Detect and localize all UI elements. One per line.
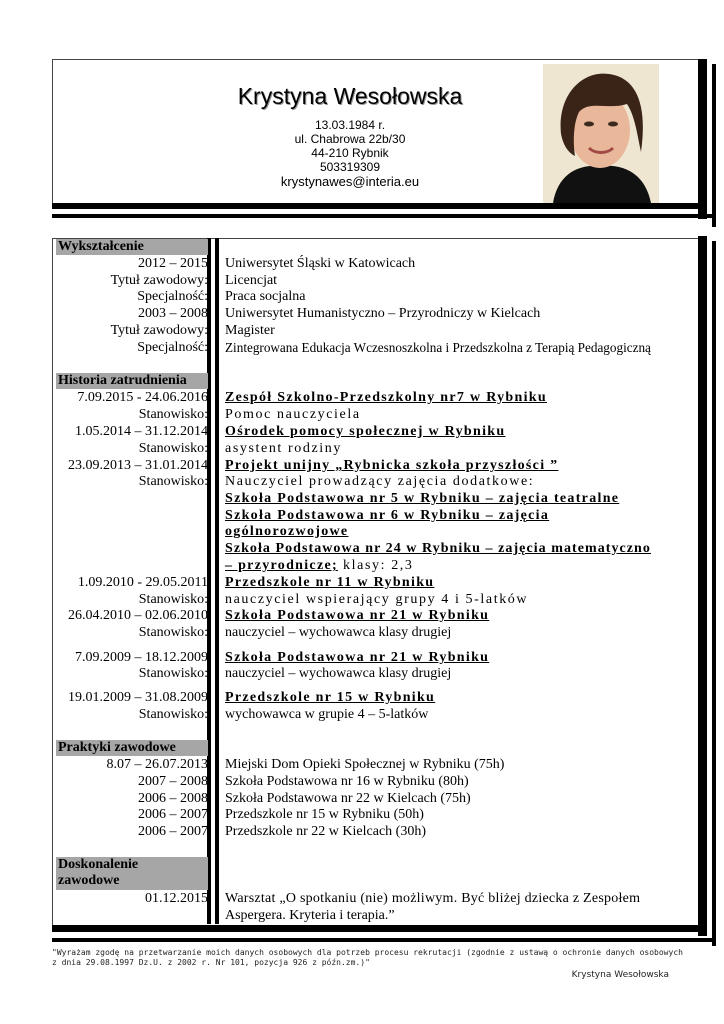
row-value: ogólnorozwojowe bbox=[225, 524, 349, 539]
row-value: Przedszkole nr 22 w Kielcach (30h) bbox=[225, 824, 426, 839]
row-label: 23.09.2013 – 31.01.2014 bbox=[68, 458, 208, 473]
row-label: Tytuł zawodowy: bbox=[110, 323, 208, 338]
training-row-continued bbox=[56, 907, 696, 924]
employment-row bbox=[56, 523, 696, 540]
row-label: 2012 – 2015 bbox=[138, 256, 208, 271]
row-label: 2007 – 2008 bbox=[138, 774, 208, 789]
row-label: Stanowisko: bbox=[138, 592, 208, 607]
row-value-emphasis: – przyrodnicze; bbox=[225, 558, 338, 573]
row-value: Szkoła Podstawowa nr 5 w Rybniku – zajęcia teatralne bbox=[225, 491, 620, 506]
section-internships-title: Praktyki zawodowe bbox=[56, 740, 208, 756]
row-value: nauczyciel – wychowawca klasy drugiej bbox=[225, 625, 452, 640]
header-shadow-bottom-outer bbox=[52, 214, 716, 218]
row-value-suffix: klasy: 2,3 bbox=[337, 558, 414, 573]
row-value: Szkoła Podstawowa nr 21 w Rybniku bbox=[225, 650, 490, 665]
header-shadow-right bbox=[698, 59, 707, 219]
employment-row bbox=[56, 457, 696, 474]
row-value: Przedszkole nr 15 w Rybniku (50h) bbox=[225, 807, 424, 822]
row-label: 19.01.2009 – 31.08.2009 bbox=[68, 690, 208, 705]
employment-row bbox=[56, 665, 696, 682]
employment-row bbox=[56, 389, 696, 406]
row-value: Przedszkole nr 11 w Rybniku bbox=[225, 575, 435, 590]
row-value: nauczyciel – wychowawca klasy drugiej bbox=[225, 666, 452, 681]
row-value: Magister bbox=[225, 323, 275, 338]
row-value: Przedszkole nr 15 w Rybniku bbox=[225, 690, 436, 705]
employment-row bbox=[56, 607, 696, 624]
row-value: Zespół Szkolno-Przedszkolny nr7 w Rybniku bbox=[225, 390, 547, 405]
education-row bbox=[56, 305, 696, 322]
employment-row bbox=[56, 490, 696, 507]
employment-row bbox=[56, 507, 696, 524]
section-training-title-line1: Doskonalenie bbox=[58, 857, 139, 872]
birth-date: 13.03.1984 r. bbox=[314, 118, 386, 132]
row-label: 2006 – 2007 bbox=[138, 824, 208, 839]
row-value: Warsztat „O spotkaniu (nie) możliwym. Być bliżej dziecka z Zespołem bbox=[225, 891, 641, 906]
row-value: Licencjat bbox=[225, 273, 278, 288]
main-shadow-right-outer bbox=[712, 241, 716, 946]
row-label: 2006 – 2008 bbox=[138, 791, 208, 806]
row-label: 2003 – 2008 bbox=[138, 306, 208, 321]
consent-line-1: "Wyrażam zgodę na przetwarzanie moich danych osobowych dla potrzeb procesu rekrutacji (zgodnie z ustawą o ochronie danych osobowych bbox=[52, 948, 683, 957]
email-address: krystynawes@interia.eu bbox=[280, 174, 420, 189]
row-value: asystent rodziny bbox=[225, 441, 342, 456]
section-training-title bbox=[56, 857, 208, 890]
row-label: Stanowisko: bbox=[138, 474, 208, 489]
row-value: Szkoła Podstawowa nr 21 w Rybniku bbox=[225, 608, 490, 623]
education-row bbox=[56, 255, 696, 272]
consent-line-2: z dnia 29.08.1997 Dz.U. z 2002 r. Nr 101, pozycja 926 z późn.zm.)" bbox=[52, 958, 370, 967]
candidate-name: Krystyna Wesołowska bbox=[237, 83, 463, 109]
employment-row bbox=[56, 557, 696, 574]
row-label: Stanowisko: bbox=[138, 625, 208, 640]
employment-row bbox=[56, 423, 696, 440]
row-label: 8.07 – 26.07.2013 bbox=[106, 757, 208, 772]
row-value: Miejski Dom Opieki Społecznej w Rybniku (75h) bbox=[225, 757, 505, 772]
internship-row bbox=[56, 756, 696, 773]
profile-photo bbox=[543, 64, 659, 203]
row-label: 2006 – 2007 bbox=[138, 807, 208, 822]
address-city: 44-210 Rybnik bbox=[311, 146, 389, 160]
row-label: 7.09.2015 - 24.06.2016 bbox=[77, 390, 208, 405]
row-label: Stanowisko: bbox=[138, 407, 208, 422]
row-value: Aspergera. Kryteria i terapia.” bbox=[225, 908, 395, 923]
row-label: Stanowisko: bbox=[138, 666, 208, 681]
row-value: Uniwersytet Humanistyczno – Przyrodniczy w Kielcach bbox=[225, 306, 541, 321]
row-value: Ośrodek pomocy społecznej w Rybniku bbox=[225, 424, 506, 439]
employment-row bbox=[56, 540, 696, 557]
phone-number: 503319309 bbox=[319, 160, 381, 174]
row-label: 26.04.2010 – 02.06.2010 bbox=[68, 608, 208, 623]
row-value: Uniwersytet Śląski w Katowicach bbox=[225, 256, 416, 271]
row-value: Szkoła Podstawowa nr 24 w Rybniku – zajęcia matematyczno bbox=[225, 541, 651, 556]
header-shadow-right-outer bbox=[712, 64, 716, 227]
training-row bbox=[56, 890, 696, 907]
row-value: Szkoła Podstawowa nr 16 w Rybniku (80h) bbox=[225, 774, 469, 789]
section-employment-title: Historia zatrudnienia bbox=[56, 373, 208, 389]
education-row bbox=[56, 339, 696, 356]
internship-row bbox=[56, 790, 696, 807]
education-row bbox=[56, 272, 696, 289]
main-shadow-bottom bbox=[52, 925, 707, 932]
row-value: Projekt unijny „Rybnicka szkoła przyszłości ” bbox=[225, 458, 559, 473]
row-label: Specjalność: bbox=[137, 289, 208, 304]
row-value: wychowawca w grupie 4 – 5-latków bbox=[225, 707, 429, 722]
internship-row bbox=[56, 823, 696, 840]
employment-row bbox=[56, 706, 696, 723]
employment-row bbox=[56, 406, 696, 423]
education-row bbox=[56, 288, 696, 305]
address-street: ul. Chabrowa 22b/30 bbox=[294, 132, 406, 146]
row-value: Zintegrowana Edukacja Wczesnoszkolna i Przedszkolna z Terapią Pedagogiczną bbox=[225, 340, 651, 355]
internship-row bbox=[56, 806, 696, 823]
row-value: Nauczyciel prowadzący zajęcia dodatkowe: bbox=[225, 474, 535, 489]
row-value: nauczyciel wspierający grupy 4 i 5-latków bbox=[225, 592, 529, 607]
row-label: Stanowisko: bbox=[138, 707, 208, 722]
employment-row bbox=[56, 689, 696, 706]
section-education-title: Wykształcenie bbox=[56, 239, 208, 255]
row-label: 7.09.2009 – 18.12.2009 bbox=[75, 650, 208, 665]
row-label: 1.09.2010 - 29.05.2011 bbox=[77, 575, 208, 590]
section-training-title-line2: zawodowe bbox=[58, 873, 120, 888]
row-value: Pomoc nauczyciela bbox=[225, 407, 361, 422]
header-shadow-bottom bbox=[52, 203, 707, 209]
row-value bbox=[225, 557, 414, 574]
employment-row bbox=[56, 574, 696, 591]
gdpr-consent-clause bbox=[52, 948, 692, 968]
row-value: Praca socjalna bbox=[225, 289, 306, 304]
row-label: 1.05.2014 – 31.12.2014 bbox=[75, 424, 208, 439]
signature: Krystyna Wesołowska bbox=[571, 970, 669, 980]
employment-row bbox=[56, 624, 696, 641]
row-label: Specjalność: bbox=[137, 340, 208, 355]
main-shadow-bottom-outer bbox=[52, 938, 716, 942]
employment-row bbox=[56, 649, 696, 666]
row-value: Szkoła Podstawowa nr 6 w Rybniku – zajęcia bbox=[225, 508, 550, 523]
education-row bbox=[56, 322, 696, 339]
employment-row bbox=[56, 591, 696, 608]
internship-row bbox=[56, 773, 696, 790]
employment-row bbox=[56, 440, 696, 457]
employment-row bbox=[56, 473, 696, 490]
row-label: Stanowisko: bbox=[138, 441, 208, 456]
main-shadow-right bbox=[698, 236, 707, 936]
row-label: 01.12.2015 bbox=[145, 891, 208, 906]
row-label: Tytuł zawodowy: bbox=[110, 273, 208, 288]
row-value: Szkoła Podstawowa nr 22 w Kielcach (75h) bbox=[225, 791, 471, 806]
